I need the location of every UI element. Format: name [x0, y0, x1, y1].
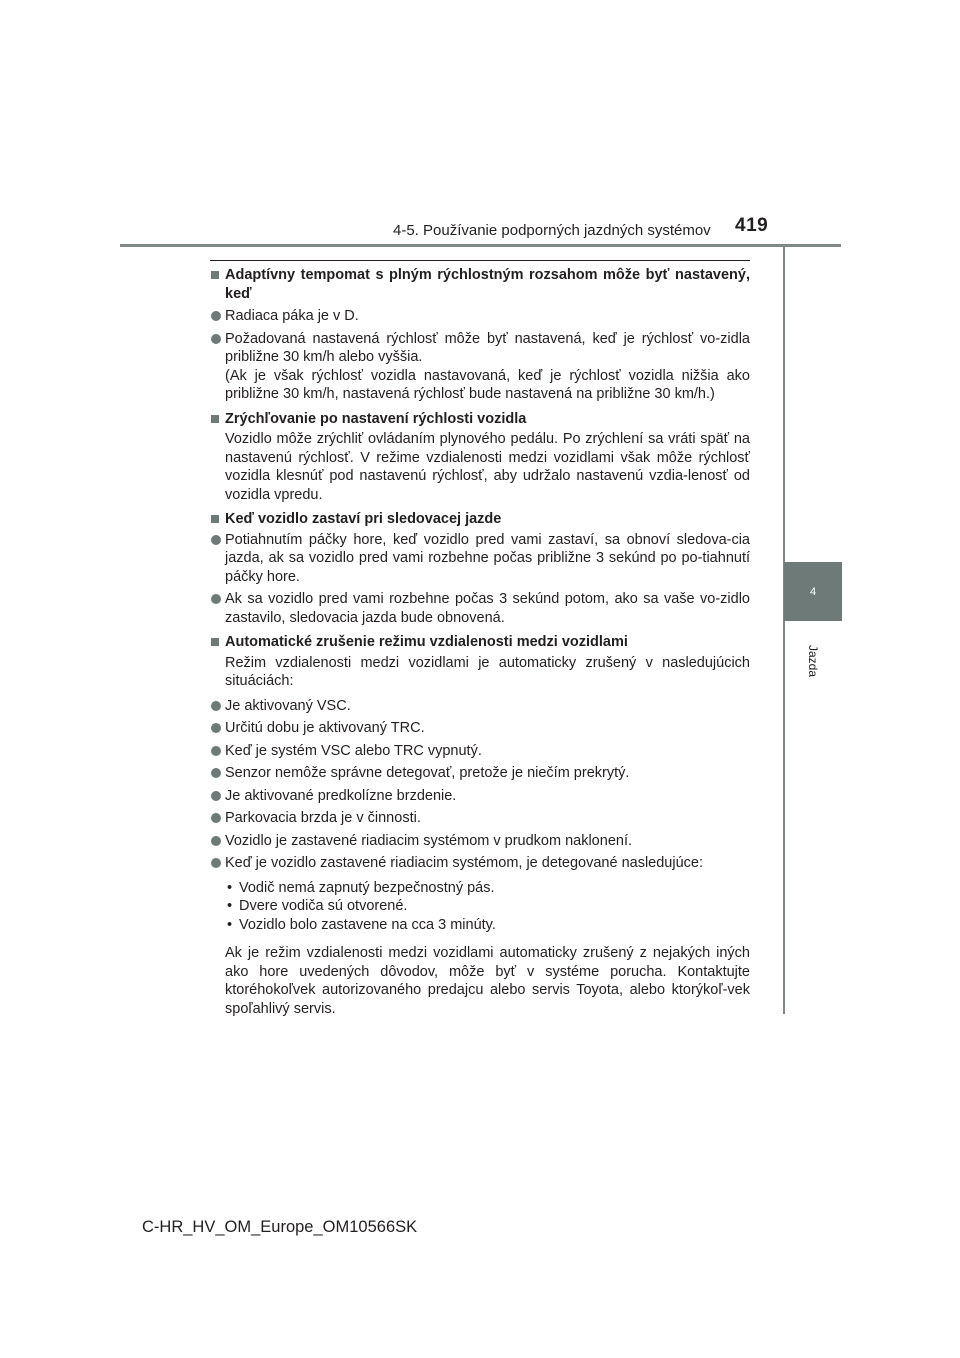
chapter-tab	[784, 562, 842, 621]
small-bullet-icon: •	[227, 879, 233, 896]
square-bullet-icon	[211, 515, 219, 523]
list-item	[210, 787, 750, 806]
closing-paragraph: Ak je režim vzdialenosti medzi vozidlami automaticky zrušený z nejakých iných ako hore uvedených dôvodov, môže byť v systéme porucha. Kontaktujte ktoréhokoľvek autorizovaného predajcu alebo servis Toyota, alebo ktorýkoľ-vek spoľahlivý servis.	[225, 945, 750, 1017]
round-bullet-icon	[211, 813, 221, 823]
list-item-text: Určitú dobu je aktivovaný TRC.	[225, 720, 425, 736]
list-item	[210, 809, 750, 828]
list-item	[210, 742, 750, 761]
round-bullet-icon	[211, 836, 221, 846]
section-heading	[210, 410, 750, 429]
section-heading	[210, 266, 750, 303]
paragraph: Režim vzdialenosti medzi vozidlami je automaticky zrušený v nasledujúcich situáciách:	[225, 654, 750, 689]
heading-text: Zrýchľovanie po nastavení rýchlosti vozidla	[225, 410, 527, 427]
list-item-text: Radiaca páka je v D.	[225, 308, 359, 324]
sub-list-item-text: Vodič nemá zapnutý bezpečnostný pás.	[239, 879, 495, 896]
running-header-section: 4-5. Používanie podporných jazdných systémov	[393, 222, 711, 239]
paragraph: Vozidlo môže zrýchliť ovládaním plynového pedálu. Po zrýchlení sa vráti späť na nastavenú rýchlosť. V režime vzdialenosti medzi vozidlami však môže rýchlosť vozidla klesnúť pod nastavenú rýchlosť, aby udržalo nastavenú vzdia-lenosť od vozidla vpredu.	[225, 431, 750, 503]
list-item	[210, 832, 750, 851]
list-item	[210, 590, 750, 627]
list-item-text: Požadovaná nastavená rýchlosť môže byť nastavená, keď je rýchlosť vo-zidla približne 30 km/h alebo vyššia.	[225, 330, 750, 365]
heading-text: Keď vozidlo zastaví pri sledovacej jazde	[225, 511, 502, 527]
list-item	[210, 531, 750, 587]
section-heading	[210, 633, 750, 652]
round-bullet-icon	[211, 768, 221, 778]
sub-list-item	[225, 879, 750, 898]
small-bullet-icon: •	[227, 898, 233, 914]
list-item-text: Senzor nemôže správne detegovať, pretože je niečím prekrytý.	[225, 765, 630, 781]
square-bullet-icon	[211, 415, 219, 423]
sub-list-item	[225, 916, 750, 935]
document-code: C-HR_HV_OM_Europe_OM10566SK	[142, 1218, 418, 1236]
list-item-text: Ak sa vozidlo pred vami rozbehne počas 3 sekúnd potom, ako sa vaše vo-zidlo zastavilo, sledovacia jazda bude obnovená.	[225, 591, 750, 626]
round-bullet-icon	[211, 334, 221, 344]
sub-list-item	[225, 897, 750, 916]
list-item-text: Vozidlo je zastavené riadiacim systémom v prudkom naklonení.	[225, 832, 632, 849]
list-item	[210, 697, 750, 716]
list-item-text: Je aktivované predkolízne brzdenie.	[225, 787, 457, 804]
round-bullet-icon	[211, 701, 221, 711]
round-bullet-icon	[211, 791, 221, 801]
sub-list-item-text: Dvere vodiča sú otvorené.	[239, 898, 408, 914]
list-item-text: Keď je systém VSC alebo TRC vypnutý.	[225, 742, 482, 759]
round-bullet-icon	[211, 746, 221, 756]
round-bullet-icon	[211, 311, 221, 321]
list-item	[210, 854, 750, 873]
list-item-text: Potiahnutím páčky hore, keď vozidlo pred vami zastaví, sa obnoví sledova-cia jazda, ak sa vozidlo pred vami rozbehne počas približne 3 sekúnd po po-tiahnutí páčky hore.	[225, 531, 750, 585]
small-bullet-icon: •	[227, 916, 233, 933]
heading-text: Adaptívny tempomat s plným rýchlostným rozsahom môže byť nastavený, keď	[225, 267, 750, 302]
list-item	[210, 719, 750, 738]
content-body	[210, 266, 750, 1022]
side-rule	[783, 244, 785, 1014]
round-bullet-icon	[211, 594, 221, 604]
section-heading	[210, 510, 750, 529]
chapter-name: Jazda	[806, 644, 820, 678]
header-rule	[120, 244, 841, 247]
list-item	[210, 764, 750, 783]
chapter-number: 4	[809, 585, 817, 598]
list-item	[210, 330, 750, 367]
sub-list	[210, 879, 750, 935]
square-bullet-icon	[211, 638, 219, 646]
square-bullet-icon	[211, 271, 219, 279]
content-top-rule	[210, 260, 750, 261]
page-number: 419	[735, 215, 769, 236]
round-bullet-icon	[211, 723, 221, 733]
list-item-text: Keď je vozidlo zastavené riadiacim systémom, je detegované nasledujúce:	[225, 855, 704, 871]
list-item	[210, 307, 750, 326]
note-text: (Ak je však rýchlosť vozidla nastavovaná, keď je rýchlosť vozidla nižšia ako približne 30 km/h, nastavená rýchlosť bude nastavená na približne 30 km/h.)	[225, 367, 750, 402]
heading-text: Automatické zrušenie režimu vzdialenosti medzi vozidlami	[225, 634, 628, 650]
list-item-text: Je aktivovaný VSC.	[225, 697, 351, 714]
list-item-text: Parkovacia brzda je v činnosti.	[225, 810, 421, 826]
sub-list-item-text: Vozidlo bolo zastavene na cca 3 minúty.	[239, 916, 496, 933]
round-bullet-icon	[211, 858, 221, 868]
round-bullet-icon	[211, 535, 221, 545]
